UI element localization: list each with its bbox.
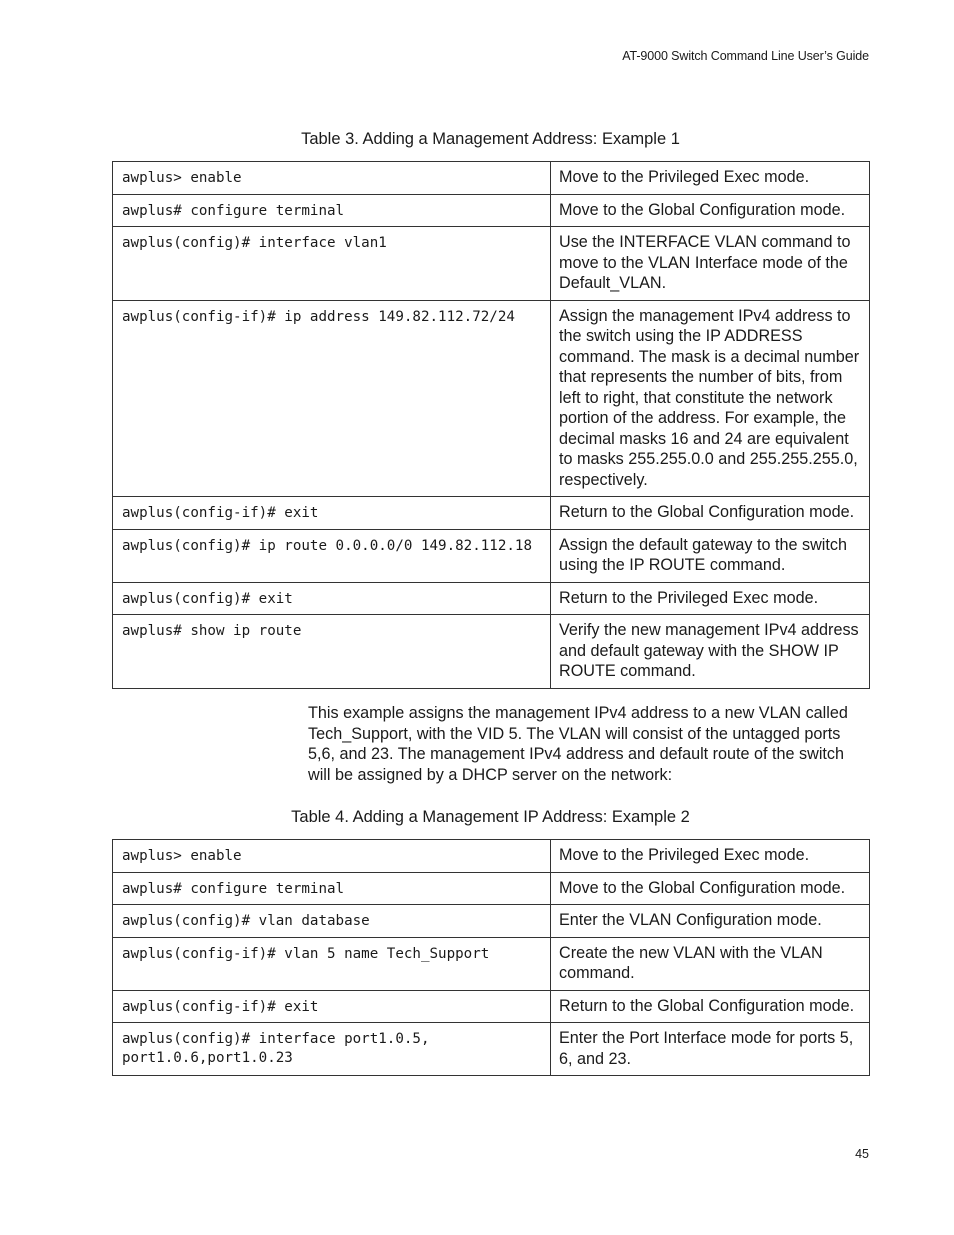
table-row: [113, 615, 870, 689]
command-cell: awplus(config)# ip route 0.0.0.0/0 149.82.112.18: [113, 529, 551, 582]
table-row: [113, 529, 870, 582]
command-cell: awplus(config)# exit: [113, 582, 551, 615]
command-cell: awplus(config)# vlan database: [113, 905, 551, 938]
description-cell: Return to the Global Configuration mode.: [551, 990, 870, 1023]
table3: [112, 161, 870, 689]
command-cell: awplus> enable: [113, 840, 551, 873]
command-cell: awplus(config-if)# ip address 149.82.112.72/24: [113, 300, 551, 497]
table-row: [113, 1023, 870, 1076]
description-cell: Return to the Global Configuration mode.: [551, 497, 870, 530]
table3-caption: Table 3. Adding a Management Address: Example 1: [301, 130, 680, 148]
command-cell: awplus# configure terminal: [113, 194, 551, 227]
table-row: [113, 582, 870, 615]
command-cell: awplus# configure terminal: [113, 872, 551, 905]
description-cell: Enter the Port Interface mode for ports 5, 6, and 23.: [551, 1023, 870, 1076]
table4-caption: Table 4. Adding a Management IP Address: Example 2: [291, 808, 690, 826]
description-cell: Assign the management IPv4 address to the switch using the IP ADDRESS command. The mask is a decimal number that represents the number of bits, from left to right, that constitute the network portion of the address. For example, the decimal masks 16 and 24 are equivalent to masks 255.255.0.0 and 255.255.255.0, respectively.: [551, 300, 870, 497]
table-row: [113, 872, 870, 905]
command-cell: awplus(config-if)# exit: [113, 497, 551, 530]
table-row: [113, 937, 870, 990]
table-row: [113, 905, 870, 938]
description-cell: Move to the Privileged Exec mode.: [551, 162, 870, 195]
table-row: [113, 227, 870, 301]
table-row: [113, 194, 870, 227]
description-cell: Verify the new management IPv4 address and default gateway with the SHOW IP ROUTE command.: [551, 615, 870, 689]
description-cell: Use the INTERFACE VLAN command to move to the VLAN Interface mode of the Default_VLAN.: [551, 227, 870, 301]
table-row: [113, 840, 870, 873]
description-cell: Assign the default gateway to the switch using the IP ROUTE command.: [551, 529, 870, 582]
command-cell: awplus(config-if)# exit: [113, 990, 551, 1023]
table-row: [113, 990, 870, 1023]
description-cell: Move to the Global Configuration mode.: [551, 194, 870, 227]
running-header: AT-9000 Switch Command Line User’s Guide: [622, 49, 869, 63]
description-cell: Move to the Privileged Exec mode.: [551, 840, 870, 873]
command-cell: awplus(config)# interface vlan1: [113, 227, 551, 301]
command-cell: awplus# show ip route: [113, 615, 551, 689]
table4: [112, 839, 870, 1076]
page-number: 45: [855, 1147, 869, 1161]
description-cell: Create the new VLAN with the VLAN command.: [551, 937, 870, 990]
description-cell: Move to the Global Configuration mode.: [551, 872, 870, 905]
command-cell: awplus> enable: [113, 162, 551, 195]
command-cell: awplus(config-if)# vlan 5 name Tech_Support: [113, 937, 551, 990]
description-cell: Return to the Privileged Exec mode.: [551, 582, 870, 615]
table-row: [113, 497, 870, 530]
command-cell: awplus(config)# interface port1.0.5, port1.0.6,port1.0.23: [113, 1023, 551, 1076]
description-cell: Enter the VLAN Configuration mode.: [551, 905, 870, 938]
table-row: [113, 300, 870, 497]
table-row: [113, 162, 870, 195]
body-paragraph: This example assigns the management IPv4 address to a new VLAN called Tech_Support, with the VID 5. The VLAN will consist of the untagged ports 5,6, and 23. The management IPv4 address and default route of the switch will be assigned by a DHCP server on the network:: [308, 704, 848, 784]
